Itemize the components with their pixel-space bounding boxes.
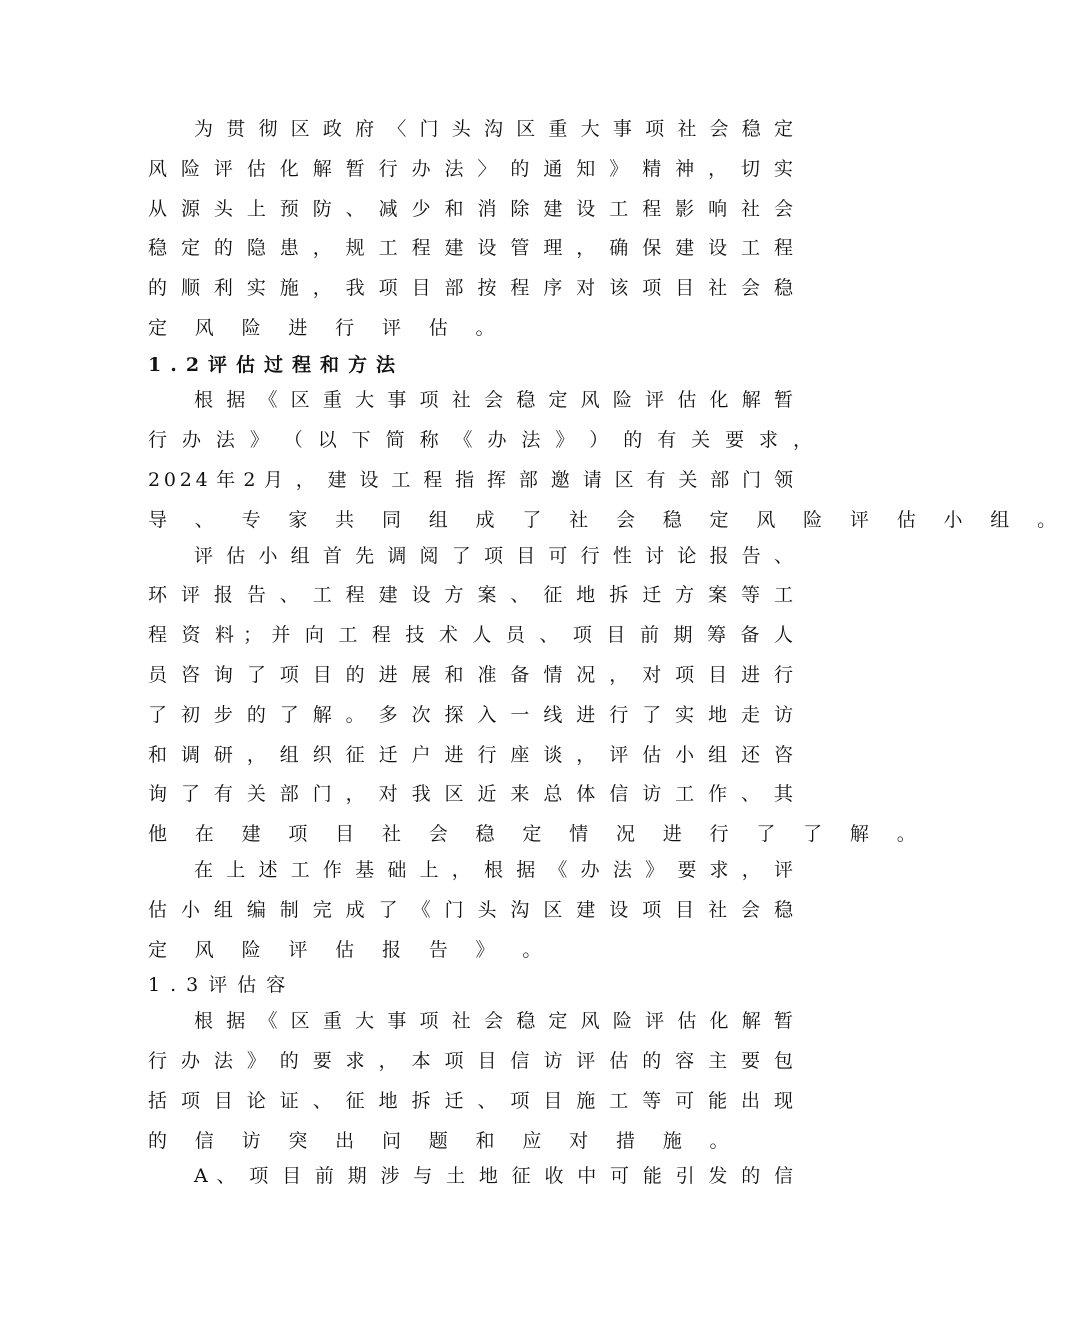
paragraph-line: 为 贯 彻 区 政 府 〈 门 头 沟 区 重 大 事 项 社 会 稳 定 [194,118,793,140]
paragraph-line: 在 上 述 工 作 基 础 上 ， 根 据 《 办 法 》 要 求 ， 评 [194,859,793,881]
paragraph-line: 程 资 料 ； 并 向 工 程 技 术 人 员 、 项 目 前 期 筹 备 人 [148,624,793,646]
paragraph-line: 导 、 专 家 共 同 组 成 了 社 会 稳 定 风 险 评 估 小 组 。 [148,509,1068,531]
paragraph-line: 行 办 法 》 的 要 求 ， 本 项 目 信 访 评 估 的 容 主 要 包 [148,1050,793,1072]
paragraph-line: 根 据 《 区 重 大 事 项 社 会 稳 定 风 险 评 估 化 解 暂 [194,1010,793,1032]
paragraph-line: 询 了 有 关 部 门 ， 对 我 区 近 来 总 体 信 访 工 作 、 其 [148,783,793,805]
paragraph-line: 他 在 建 项 目 社 会 稳 定 情 况 进 行 了 了 解 。 [148,823,928,845]
paragraph-line: 风 险 评 估 化 解 暂 行 办 法 〉 的 通 知 》 精 神 ， 切 实 [148,158,793,180]
paragraph-line: 环 评 报 告 、 工 程 建 设 方 案 、 征 地 拆 迁 方 案 等 工 [148,584,793,606]
paragraph-line: 评 估 小 组 首 先 调 阅 了 项 目 可 行 性 讨 论 报 告 、 [194,545,793,567]
paragraph-line: 行 办 法 》 （ 以 下 简 称 《 办 法 》 ） 的 有 关 要 求 ， [148,429,812,451]
paragraph-line: 稳 定 的 隐 患 ， 规 工 程 建 设 管 理 ， 确 保 建 设 工 程 [148,237,793,259]
paragraph-line: 估 小 组 编 制 完 成 了 《 门 头 沟 区 建 设 项 目 社 会 稳 [148,899,793,921]
section-heading: 1.3评估容 [148,974,296,996]
paragraph-line: 员 咨 询 了 项 目 的 进 展 和 准 备 情 况 ， 对 项 目 进 行 [148,664,793,686]
paragraph-line: 的 顺 利 实 施 ， 我 项 目 部 按 程 序 对 该 项 目 社 会 稳 [148,277,793,299]
paragraph-line: 的 信 访 突 出 问 题 和 应 对 措 施 。 [148,1130,741,1152]
paragraph-line: 和 调 研 ， 组 织 征 迁 户 进 行 座 谈 ， 评 估 小 组 还 咨 [148,744,793,766]
section-heading: 1.2评估过程和方法 [148,354,405,376]
paragraph-line: 定 风 险 进 行 评 估 。 [148,317,507,339]
paragraph-line: 了 初 步 的 了 解 。 多 次 探 入 一 线 进 行 了 实 地 走 访 [148,704,793,726]
paragraph-line: 定 风 险 评 估 报 告 》 。 [148,939,554,961]
paragraph-line: 从 源 头 上 预 防 、 减 少 和 消 除 建 设 工 程 影 响 社 会 [148,198,793,220]
paragraph-line: 2 0 2 4 年 2 月 ， 建 设 工 程 指 挥 部 邀 请 区 有 关 部 门 领 [148,469,793,491]
paragraph-line: A 、 项 目 前 期 涉 与 土 地 征 收 中 可 能 引 发 的 信 [194,1165,793,1187]
paragraph-line: 括 项 目 论 证 、 征 地 拆 迁 、 项 目 施 工 等 可 能 出 现 [148,1090,793,1112]
paragraph-line: 根 据 《 区 重 大 事 项 社 会 稳 定 风 险 评 估 化 解 暂 [194,389,793,411]
